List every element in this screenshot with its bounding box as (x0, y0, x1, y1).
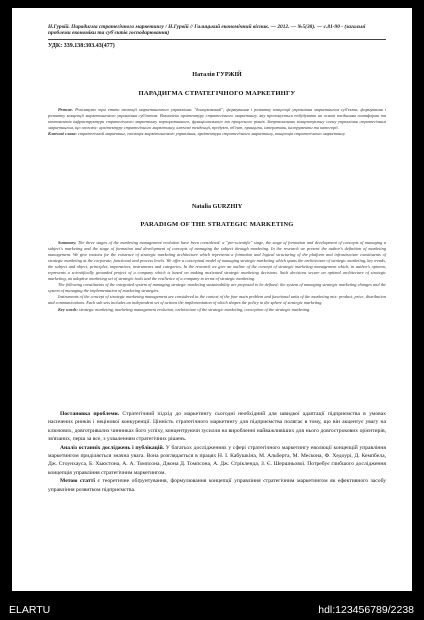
keywords-uk-label: Ключові слова: (48, 131, 77, 137)
title-en: PARADIGM OF THE STRATEGIC MARKETING (140, 221, 294, 228)
body-paragraph-3 (48, 477, 386, 494)
summary-en (48, 240, 386, 313)
citation-header: Н.Гурвій. Парадигма стратегічного маркетингу / Н.Гурвій // Галицький економічний вісник. — 2012. — №5(38). — с.81-90 - (загальні проблеми економіки та суб'єктів господарювання) (48, 24, 366, 37)
header-rule (48, 39, 386, 40)
paper-page (12, 8, 412, 591)
footer-left: ELARTU (9, 604, 51, 616)
summary-en-text: The three stages of the marketing management evolution have been considered: a "pre-scientific" stage, the stage of formation and development of concepts of managing a subject's marketing and the stage of formation and development of concepts of managing the subject through marketing. In the research we present the author's definition of marketing management. We give reasons for the existence of strategic marketing architecture which represents a formation and logical structuring of the platform and infrastructure constituents of strategic marketing at the corporate, functional and process levels. We offer a conceptual model of managing strategic marketing which spans the architecture of strategic marketing, key trends, the subject and object, principles, imperatives, instruments and categories. In the research we give an outline of the concept of strategic marketing management which, in author's opinion, represents a scientifically grounded project of a company which is based on making motivated strategic marketing decisions. Such decisions secure an optimal architecture of strategic marketing, an adaptive marketing set of strategic tools and the resilience of a company in terms of strategic marketing. (48, 240, 387, 282)
body-p3-label: Метою статті (60, 478, 95, 485)
udk-code: УДК: 339.138:303.43(477) (48, 43, 115, 49)
summary-en-p2: The following constituents of the integrated system of managing strategic marketing sustainability are proposed to be defined: the system of managing strategic marketing changes and the system of managing the implementation of marketing strategies. (48, 282, 386, 294)
body-paragraph-2 (48, 444, 386, 478)
body-paragraph-1 (48, 410, 386, 444)
body-p1-text: Стратегічний підхід до маркетингу сьогодні необхідний для швидкої адаптації підприємства в умовах насичених ринків і нецінової конкуренції. Цінність стратегічного маркетингу для підприємства полягає в тому, що він акцентує увагу на ключових, довготривалих чинниках його успіху, концентруючи зусилля на виробленні найважливіших для нього довгострокових орієнтирів, зв'язаних, перш за все, з ухваленням стратегічних рішень. (48, 411, 386, 443)
body-p1-label: Постановка проблеми. (60, 411, 120, 417)
keywords-en-text: strategic marketing, marketing management evolution, architecture of the strategic marketing, conception of the strategic marketing. (79, 306, 311, 312)
author-uk: Наталія ГУРЖІЙ (192, 71, 242, 78)
keywords-uk-text: стратегічний маркетинг, еволюція маркетингового управління, архітектура стратегічного маркетингу, концепція стратегічного маркетингу. (77, 131, 346, 137)
abstract-uk (48, 107, 386, 137)
body-p2-label: Аналіз останніх досліджень і публікацій. (60, 444, 165, 451)
abstract-uk-text: Розглянуто три етапи еволюції маркетингового управління: "донаукований"; формування і розвитку концепції управління маркетингом суб'єкта; формування і розвитку концепції маркетингового управління суб'єктом. Визначено архітектуру стратегічного маркетингу, яку пропонується побудувати на основі поєднання платформи та компонентів інфраструктури стратегічного маркетингу корпоративного, функціонального та процесного рівнів. Запропоновано концептуальну схему управління стратегічним маркетингом, що охоплює: архітектуру стратегічного маркетингу, ключові тенденції, продукт, об'єкт, принципи, імперативи, інструменти та категорії. (48, 107, 386, 131)
footer-right: hdl:123456789/2238 (318, 604, 414, 616)
title-uk: ПАРАДИГМА СТРАТЕГІЧНОГО МАРКЕТИНГУ (138, 90, 296, 97)
keywords-en-label: Key words: (58, 306, 78, 312)
author-en: Natalia GURZHIY (191, 203, 243, 210)
body-p2-text: У багатьох дослідженнях у сфері стратегічного маркетингу еволюції концепцій управління маркетингом приділяється значна увага. Вона розглядається в працях Н. І. Кабушкіна, М. Альберта, М. Мескона, Ф. Хедоурі, Д. Кемпбела, Дж. Стоунхауса, Б. Хьюстона, А. А. Томпсона, Джона Д. Томпсона, А. Дж. Стрікленда, З. Є. Шершньової. Потребує глибшого дослідження концепція управління стратегічним маркетингом. (48, 444, 386, 476)
abstract-uk-label: Резюме. (58, 107, 74, 112)
summary-en-label: Summary. (58, 240, 77, 245)
body-section (48, 410, 386, 494)
summary-en-p3: Instruments of the concept of strategic marketing management are considered in the context of the four main problem and functional units of the marketing mix: product, price, distribution and communications. Each sub sets includes an independent set of actions the implementation of which shapes the policy in the sphere of strategic marketing. (48, 294, 386, 306)
body-p3-text: є теоретичне обґрунтування, формулювання концепції управління стратегічним маркетингом як ефективного засобу управління розвитком підприємства. (48, 478, 387, 493)
repository-footer (0, 598, 424, 620)
